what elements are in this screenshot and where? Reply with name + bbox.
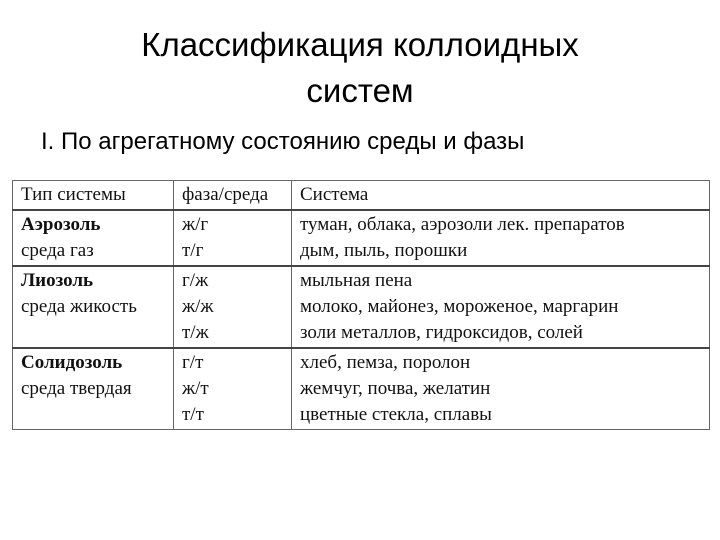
classification-table xyxy=(12,180,710,430)
phase-cell xyxy=(174,348,292,430)
type-name: Аэрозоль xyxy=(21,214,101,235)
table-row-aerosol xyxy=(13,210,710,266)
system-value: хлеб, пемза, поролон xyxy=(300,352,471,373)
type-cell xyxy=(13,266,174,348)
table-row-solidosol xyxy=(13,348,710,430)
table-row-liosol xyxy=(13,266,710,348)
system-value: дым, пыль, порошки xyxy=(300,240,468,261)
type-medium: среда газ xyxy=(21,240,94,261)
phase-value: т/т xyxy=(182,404,204,425)
type-cell xyxy=(13,348,174,430)
type-medium: среда твердая xyxy=(21,378,132,399)
system-value: молоко, майонез, мороженое, маргарин xyxy=(300,296,619,317)
system-value: жемчуг, почва, желатин xyxy=(300,378,491,399)
phase-value: ж/г xyxy=(182,214,209,235)
header-type: Тип системы xyxy=(13,181,174,211)
system-value: мыльная пена xyxy=(300,270,413,291)
table-header-row xyxy=(13,181,710,211)
section-subtitle: I. По агрегатному состоянию среды и фазы xyxy=(41,128,525,155)
slide-title-line-1: Классификация коллоидных xyxy=(141,26,579,63)
system-cell xyxy=(292,210,710,266)
header-phase-medium: фаза/среда xyxy=(174,181,292,211)
system-value: цветные стекла, сплавы xyxy=(300,404,492,425)
phase-value: ж/т xyxy=(182,378,209,399)
type-cell xyxy=(13,210,174,266)
system-value: золи металлов, гидроксидов, солей xyxy=(300,322,583,343)
slide-title-line-2: систем xyxy=(306,72,414,109)
slide-title xyxy=(0,22,720,114)
type-name: Лиозоль xyxy=(21,270,94,291)
phase-value: т/г xyxy=(182,240,204,261)
system-value: туман, облака, аэрозоли лек. препаратов xyxy=(300,214,625,235)
phase-value: г/т xyxy=(182,352,204,373)
type-name: Солидозоль xyxy=(21,352,123,373)
phase-cell xyxy=(174,210,292,266)
system-cell xyxy=(292,266,710,348)
system-cell xyxy=(292,348,710,430)
header-system: Система xyxy=(292,181,710,211)
phase-value: т/ж xyxy=(182,322,209,343)
phase-value: г/ж xyxy=(182,270,209,291)
phase-cell xyxy=(174,266,292,348)
type-medium: среда жикость xyxy=(21,296,137,317)
phase-value: ж/ж xyxy=(182,296,214,317)
